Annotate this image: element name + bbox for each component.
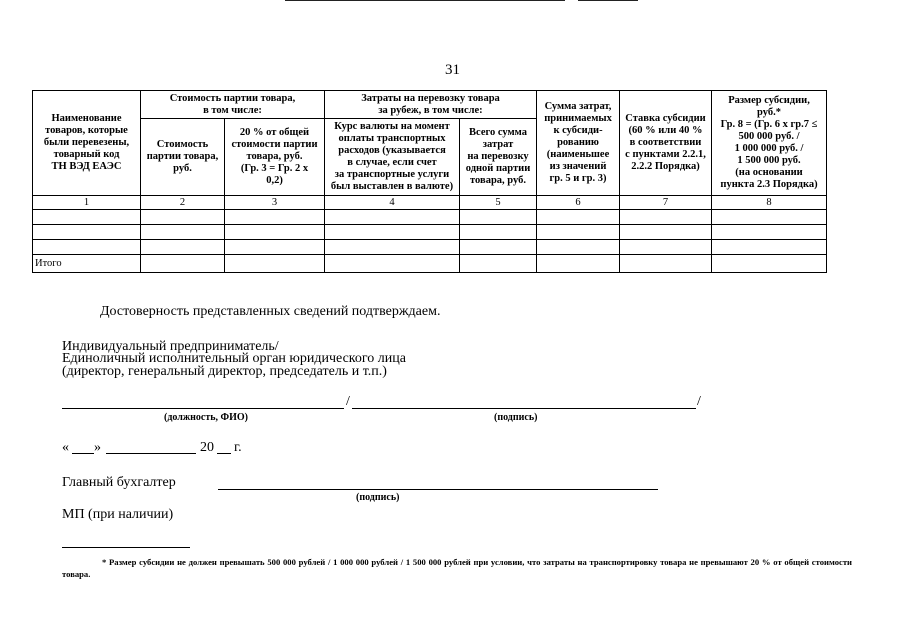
column-number: 7 (620, 196, 712, 210)
table-row (33, 240, 827, 255)
col-6-header: Сумма затрат, принимаемых к субсиди- рованию (наименьшее из значений гр. 5 и гр. 3) (537, 91, 620, 196)
subsidy-table (32, 90, 827, 273)
top-rule-left (285, 0, 565, 1)
table-cell[interactable] (33, 225, 141, 240)
table-cell[interactable] (225, 210, 325, 225)
caption-signature: (подпись) (494, 412, 538, 423)
table-cell[interactable] (620, 225, 712, 240)
table-cell[interactable] (225, 255, 325, 273)
date-suffix: г. (234, 440, 242, 455)
footnote-separator (62, 547, 190, 548)
table-cell[interactable] (712, 255, 827, 273)
table-cell[interactable] (537, 210, 620, 225)
table-cell[interactable] (141, 225, 225, 240)
table-cell[interactable] (460, 240, 537, 255)
table-cell[interactable] (141, 240, 225, 255)
total-label: Итого (33, 255, 141, 273)
table-cell[interactable] (325, 240, 460, 255)
table-cell[interactable] (460, 225, 537, 240)
table-cell[interactable] (460, 210, 537, 225)
table-row (33, 210, 827, 225)
column-number: 6 (537, 196, 620, 210)
table-cell[interactable] (141, 210, 225, 225)
stamp-label: МП (при наличии) (62, 507, 174, 522)
column-number: 1 (33, 196, 141, 210)
column-number: 5 (460, 196, 537, 210)
table-cell[interactable] (325, 210, 460, 225)
slash: / (697, 394, 701, 409)
table-cell[interactable] (620, 240, 712, 255)
confirm-text: Достоверность представленных сведений подтверждаем. (100, 304, 441, 319)
date-open-quote: « (62, 440, 69, 455)
table-cell[interactable] (33, 240, 141, 255)
table-cell[interactable] (537, 240, 620, 255)
date-year-field[interactable] (217, 453, 231, 454)
table-cell[interactable] (712, 225, 827, 240)
column-number: 4 (325, 196, 460, 210)
signer-line-3: (директор, генеральный директор, председатель и т.п.) (62, 364, 387, 379)
table-cell[interactable] (537, 225, 620, 240)
total-row (33, 255, 827, 273)
caption-position: (должность, ФИО) (164, 412, 248, 423)
table-cell[interactable] (33, 210, 141, 225)
table-cell[interactable] (460, 255, 537, 273)
signer-line-2: Единоличный исполнительный орган юридического лица (62, 351, 406, 366)
col-7-header: Ставка субсидии (60 % или 40 % в соответствии с пунктами 2.2.1, 2.2.2 Порядка) (620, 91, 712, 196)
column-number: 3 (225, 196, 325, 210)
table-cell[interactable] (620, 210, 712, 225)
top-rule-right (578, 0, 638, 1)
table-cell[interactable] (325, 255, 460, 273)
table-cell[interactable] (712, 240, 827, 255)
chief-accountant-label: Главный бухгалтер (62, 475, 176, 490)
column-number: 2 (141, 196, 225, 210)
table-cell[interactable] (141, 255, 225, 273)
signer-line-1: Индивидуальный предприниматель/ (62, 339, 279, 354)
column-number: 8 (712, 196, 827, 210)
date-month-field[interactable] (106, 453, 196, 454)
table-row (33, 225, 827, 240)
table-cell[interactable] (225, 225, 325, 240)
slash: / (346, 394, 350, 409)
col-2-header: Стоимость партии товара, руб. (141, 119, 225, 196)
column-number-row (33, 196, 827, 210)
header-row-1 (33, 91, 827, 119)
group-transport-header: Затраты на перевозку товара за рубеж, в том числе: (325, 91, 537, 119)
col-1-header: Наименование товаров, которые были перевезены, товарный код ТН ВЭД ЕАЭС (33, 91, 141, 196)
page-number: 31 (445, 62, 460, 78)
date-close-quote: » (94, 440, 101, 455)
group-cost-header: Стоимость партии товара, в том числе: (141, 91, 325, 119)
table-cell[interactable] (712, 210, 827, 225)
date-year-prefix: 20 (200, 440, 214, 455)
col-3-header: 20 % от общей стоимости партии товара, руб. (Гр. 3 = Гр. 2 х 0,2) (225, 119, 325, 196)
caption-signature-2: (подпись) (356, 492, 400, 503)
date-day-field[interactable] (72, 453, 94, 454)
footnote: * Размер субсидии не должен превышать 500 000 рублей / 1 000 000 рублей / 1 500 000 рублей при условии, что затраты на транспортировку товара не превышают 20 % от общей стоимости товара. (62, 557, 852, 579)
col-8-header: Размер субсидии, руб.* Гр. 8 = (Гр. 6 х гр.7 ≤ 500 000 руб. / 1 000 000 руб. / 1 500 000 руб. (на основании пункта 2.3 Порядка) (712, 91, 827, 196)
table-cell[interactable] (325, 225, 460, 240)
table-cell[interactable] (225, 240, 325, 255)
col-4-header: Курс валюты на момент оплаты транспортных расходов (указывается в случае, если счет за транспортные услуги был выставлен в валюте) (325, 119, 460, 196)
accountant-signature-field[interactable] (218, 489, 658, 490)
table-cell[interactable] (620, 255, 712, 273)
position-field[interactable] (62, 408, 344, 409)
table-cell[interactable] (537, 255, 620, 273)
signature-field[interactable] (352, 408, 696, 409)
col-5-header: Всего сумма затрат на перевозку одной партии товара, руб. (460, 119, 537, 196)
